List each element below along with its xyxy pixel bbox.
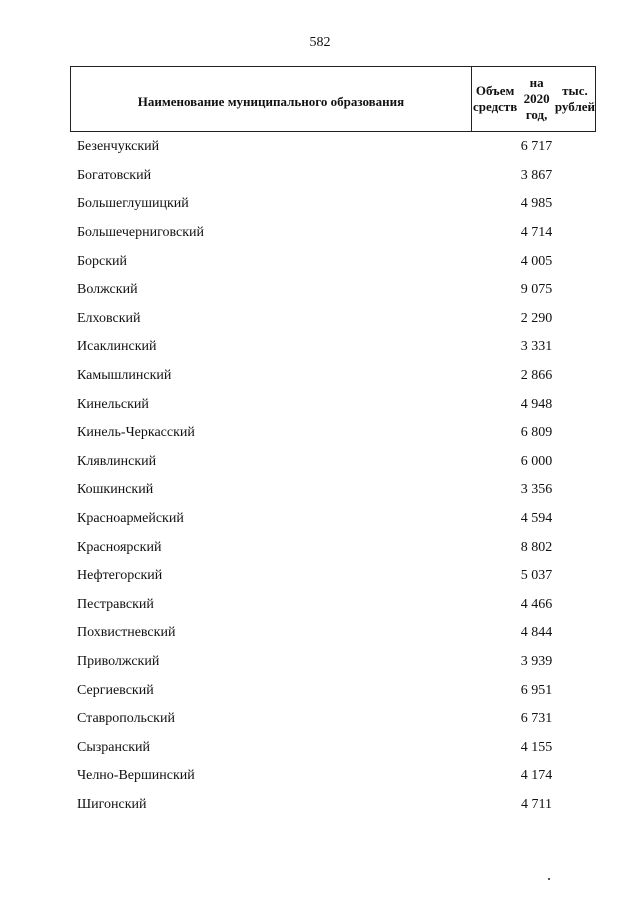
funding-value: 3 867: [520, 167, 553, 183]
table-body: [70, 133, 596, 819]
municipality-name: Безенчукский: [77, 139, 160, 155]
table-row: [70, 162, 596, 191]
funding-value: 3 356: [520, 482, 553, 498]
table-row: [70, 648, 596, 677]
funding-value: 4 005: [520, 253, 553, 269]
table-header: [70, 66, 596, 132]
funding-value: 6 951: [520, 682, 553, 698]
table-row: [70, 733, 596, 762]
municipality-name: Камышлинский: [77, 368, 172, 384]
municipality-name: Елховский: [77, 310, 141, 326]
funding-value: 4 948: [520, 396, 553, 412]
table-row: [70, 190, 596, 219]
table-row: [70, 333, 596, 362]
municipality-name: Ставропольский: [77, 711, 175, 727]
funding-value: 6 731: [520, 711, 553, 727]
municipality-name: Клявлинский: [77, 453, 157, 469]
municipality-name: Большеглушицкий: [77, 196, 189, 212]
municipality-name: Шигонский: [77, 796, 147, 812]
municipality-name: Челно-Вершинский: [77, 768, 195, 784]
table-row: [70, 362, 596, 391]
funding-value: 4 155: [520, 739, 553, 755]
funding-value: 4 985: [520, 196, 553, 212]
table-row: [70, 133, 596, 162]
table-row: [70, 619, 596, 648]
funding-value: 2 290: [520, 310, 553, 326]
funding-value: 6 000: [520, 453, 553, 469]
table-row: [70, 562, 596, 591]
table-row: [70, 533, 596, 562]
table-row: [70, 505, 596, 534]
column-header-value: [472, 67, 595, 131]
table-row: [70, 276, 596, 305]
table-row: [70, 219, 596, 248]
table-row: [70, 476, 596, 505]
column-header-name: Наименование муниципального образования: [71, 67, 472, 131]
funding-value: 3 331: [520, 339, 553, 355]
municipality-name: Кинельский: [77, 396, 149, 412]
funding-value: 4 594: [520, 511, 553, 527]
funding-value: 3 939: [520, 653, 553, 669]
funding-value: 4 844: [520, 625, 553, 641]
table-row: [70, 419, 596, 448]
column-header-value-line: на 2020 год,: [523, 75, 550, 122]
funding-value: 2 866: [520, 368, 553, 384]
funding-value: 4 711: [521, 796, 552, 812]
table-row: [70, 591, 596, 620]
funding-value: 4 714: [520, 225, 553, 241]
municipality-name: Красноярский: [77, 539, 162, 555]
page-number: 582: [309, 35, 331, 50]
municipality-name: Богатовский: [77, 167, 152, 183]
table-row: [70, 390, 596, 419]
municipality-name: Кинель-Черкасский: [77, 425, 195, 441]
funding-value: 4 466: [520, 596, 553, 612]
funding-value: 9 075: [520, 282, 553, 298]
municipality-name: Сергиевский: [77, 682, 154, 698]
table-row: [70, 448, 596, 477]
municipality-name: Пестравский: [77, 596, 154, 612]
table-row: [70, 791, 596, 820]
municipality-name: Борский: [77, 253, 128, 269]
table-row: [70, 676, 596, 705]
municipality-name: Нефтегорский: [77, 568, 163, 584]
municipality-name: Кошкинский: [77, 482, 154, 498]
municipality-name: Сызранский: [77, 739, 150, 755]
table-row: [70, 762, 596, 791]
municipality-name: Исаклинский: [77, 339, 157, 355]
municipality-name: Приволжский: [77, 653, 160, 669]
municipality-name: Большечерниговский: [77, 225, 205, 241]
municipality-name: Волжский: [77, 282, 138, 298]
table-row: [70, 247, 596, 276]
municipality-name: Похвистневский: [77, 625, 176, 641]
funding-value: 4 174: [520, 768, 553, 784]
table-row: [70, 705, 596, 734]
funding-value: 6 809: [520, 425, 553, 441]
column-header-value-line: тыс. рублей: [554, 83, 595, 114]
funding-value: 8 802: [520, 539, 553, 555]
municipality-name: Красноармейский: [77, 511, 184, 527]
column-header-value-line: Объем средств: [472, 83, 518, 114]
funding-value: 5 037: [520, 568, 553, 584]
scan-mark: [548, 878, 550, 880]
funding-value: 6 717: [520, 139, 553, 155]
table-row: [70, 305, 596, 334]
